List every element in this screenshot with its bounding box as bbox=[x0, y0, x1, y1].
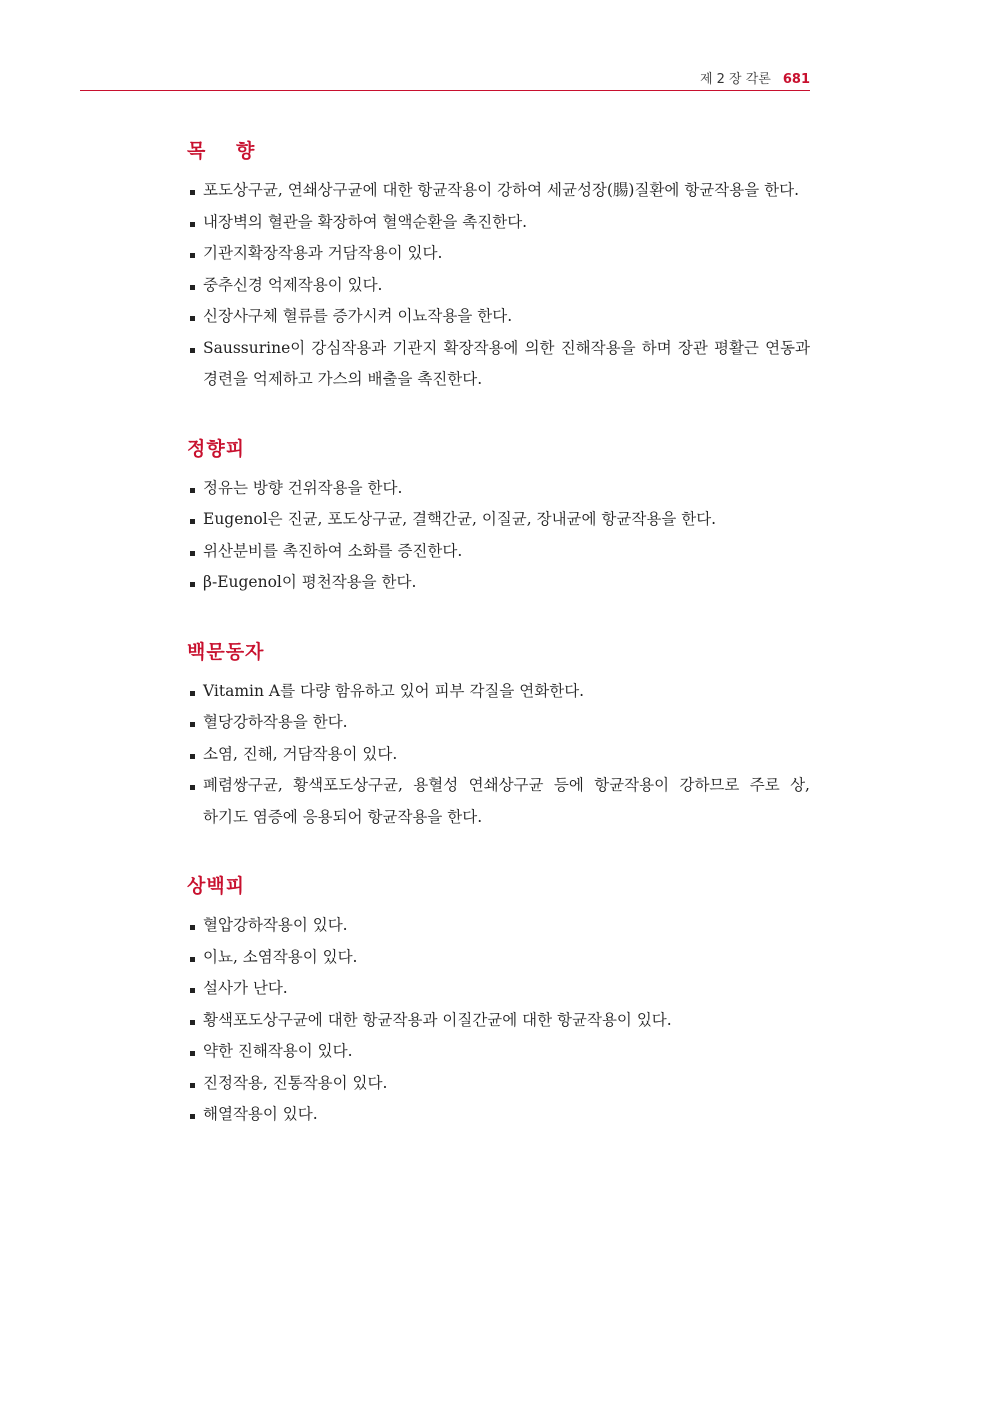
list-item: 중추신경 억제작용이 있다. bbox=[185, 270, 810, 302]
list-item: 내장벽의 혈관을 확장하여 혈액순환을 촉진한다. bbox=[185, 207, 810, 239]
section-title: 백문동자 bbox=[187, 640, 265, 663]
chapter-title: 제 2 장 각론 bbox=[699, 72, 771, 87]
list-item: β-Eugenol이 평천작용을 한다. bbox=[185, 567, 810, 599]
section-title: 정향피 bbox=[187, 437, 246, 460]
running-head bbox=[700, 68, 810, 87]
list-item: 혈압강하작용이 있다. bbox=[185, 910, 810, 942]
page-header bbox=[80, 62, 810, 91]
list-item: 포도상구균, 연쇄상구균에 대한 항균작용이 강하여 세균성장(腸)질환에 항균작용을 한다. bbox=[185, 175, 810, 207]
list-item: Eugenol은 진균, 포도상구균, 결핵간균, 이질균, 장내균에 항균작용을 한다. bbox=[185, 504, 810, 536]
list-item: 정유는 방향 건위작용을 한다. bbox=[185, 473, 810, 505]
list-item: 폐렴쌍구균, 황색포도상구균, 용혈성 연쇄상구균 등에 항균작용이 강하므로 주로 상, 하기도 염증에 응용되어 항균작용을 한다. bbox=[185, 770, 810, 833]
list-item: 혈당강하작용을 한다. bbox=[185, 707, 810, 739]
section-jeonghyangpi bbox=[185, 434, 810, 599]
list-item: Vitamin A를 다량 함유하고 있어 피부 각질을 연화한다. bbox=[185, 676, 810, 708]
list-item: 이뇨, 소염작용이 있다. bbox=[185, 942, 810, 974]
section-mokhyang bbox=[185, 136, 810, 396]
section-baekmundongja bbox=[185, 637, 810, 834]
bullet-list bbox=[185, 175, 810, 396]
bullet-list bbox=[185, 473, 810, 599]
list-item: 해열작용이 있다. bbox=[185, 1099, 810, 1131]
list-item: 위산분비를 촉진하여 소화를 증진한다. bbox=[185, 536, 810, 568]
bullet-list bbox=[185, 676, 810, 834]
list-item: 기관지확장작용과 거담작용이 있다. bbox=[185, 238, 810, 270]
main-content bbox=[185, 136, 810, 1169]
section-title: 목 향 bbox=[187, 140, 267, 162]
list-item: 약한 진해작용이 있다. bbox=[185, 1036, 810, 1068]
list-item: 설사가 난다. bbox=[185, 973, 810, 1005]
page-number: 681 bbox=[782, 72, 810, 87]
section-sangbaekpi bbox=[185, 871, 810, 1131]
list-item: 소염, 진해, 거담작용이 있다. bbox=[185, 739, 810, 771]
section-title: 상백피 bbox=[187, 875, 246, 897]
list-item: 진정작용, 진통작용이 있다. bbox=[185, 1068, 810, 1100]
list-item: Saussurine이 강심작용과 기관지 확장작용에 의한 진해작용을 하며 장관 평활근 연동과 경련을 억제하고 가스의 배출을 촉진한다. bbox=[185, 333, 810, 396]
bullet-list bbox=[185, 910, 810, 1131]
list-item: 신장사구체 혈류를 증가시켜 이뇨작용을 한다. bbox=[185, 301, 810, 333]
list-item: 황색포도상구균에 대한 항균작용과 이질간균에 대한 항균작용이 있다. bbox=[185, 1005, 810, 1037]
